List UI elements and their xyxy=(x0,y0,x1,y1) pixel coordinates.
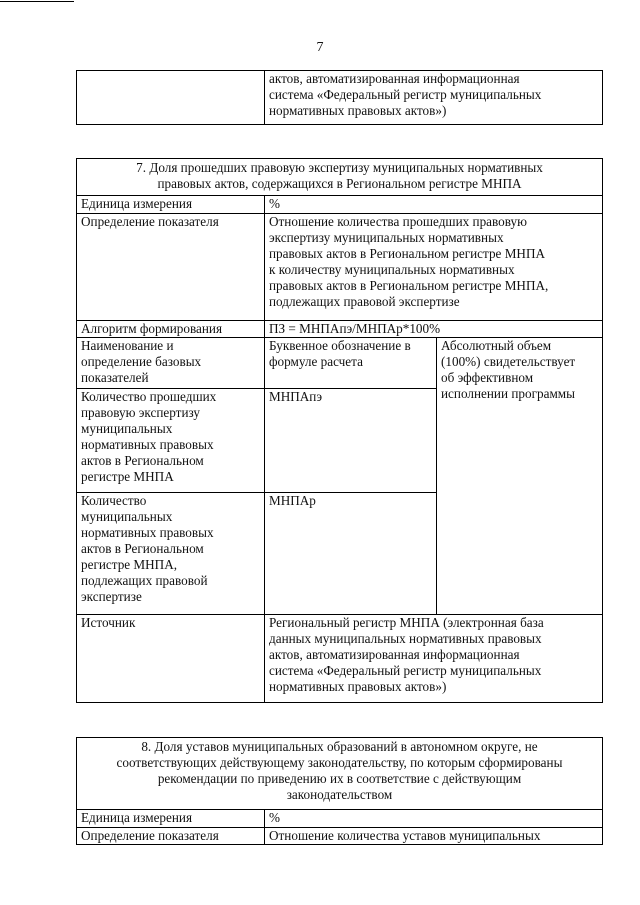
definition-label: Определение показателя xyxy=(77,214,265,321)
table-row xyxy=(77,810,603,828)
row2-symbol: МНПАр xyxy=(265,493,437,615)
algorithm-label: Алгоритм формирования xyxy=(77,321,265,338)
unit-label: Единица измерения xyxy=(77,810,265,828)
base-header-label: Наименование и определение базовых показателей xyxy=(77,338,265,389)
indicator-8-title: 8. Доля уставов муниципальных образований в автономном округе, не соответствующих действующему законодательству, по которым сформированы рекомендации по приведению их в соответствие с действующим законодательством xyxy=(77,738,603,810)
row1-label: Количество прошедших правовую экспертизу муниципальных нормативных правовых актов в Региональном регистре МНПА xyxy=(77,389,265,493)
definition-value: Отношение количества уставов муниципальных xyxy=(265,828,603,845)
row2-label: Количество муниципальных нормативных правовых актов в Региональном регистре МНПА, подлежащих правовой экспертизе xyxy=(77,493,265,615)
table-row xyxy=(77,828,603,845)
continued-value: актов, автоматизированная информационная система «Федеральный регистр муниципальных нормативных правовых актов») xyxy=(265,71,603,125)
indicator-8-table xyxy=(76,737,603,845)
top-rule xyxy=(0,1,74,2)
base-note: Абсолютный объем (100%) свидетельствует об эффективном исполнении программы xyxy=(437,338,603,615)
unit-value: % xyxy=(265,196,603,214)
base-header-symbol: Буквенное обозначение в формуле расчета xyxy=(265,338,437,389)
table-row xyxy=(77,615,603,703)
algorithm-value: ПЗ = МНПАпэ/МНПАр*100% xyxy=(265,321,603,338)
unit-label: Единица измерения xyxy=(77,196,265,214)
table-row xyxy=(77,196,603,214)
table-row xyxy=(77,214,603,321)
table-row xyxy=(77,71,603,125)
table-row xyxy=(77,738,603,810)
table-row xyxy=(77,338,603,389)
continued-table xyxy=(76,70,603,125)
unit-value: % xyxy=(265,810,603,828)
source-label: Источник xyxy=(77,615,265,703)
page-number: 7 xyxy=(316,40,324,55)
definition-label: Определение показателя xyxy=(77,828,265,845)
table-row xyxy=(77,321,603,338)
empty-cell xyxy=(77,71,265,125)
indicator-7-table xyxy=(76,158,603,703)
row1-symbol: МНПАпэ xyxy=(265,389,437,493)
indicator-7-title: 7. Доля прошедших правовую экспертизу муниципальных нормативных правовых актов, содержащихся в Региональном регистре МНПА xyxy=(77,159,603,196)
source-value: Региональный регистр МНПА (электронная база данных муниципальных нормативных правовых актов, автоматизированная информационная система «Федеральный регистр муниципальных нормативных правовых актов») xyxy=(265,615,603,703)
definition-value: Отношение количества прошедших правовую экспертизу муниципальных нормативных правовых актов в Региональном регистре МНПА к количеству муниципальных нормативных правовых актов в Региональном регистре МНПА, подлежащих правовой экспертизе xyxy=(265,214,603,321)
table-row xyxy=(77,159,603,196)
